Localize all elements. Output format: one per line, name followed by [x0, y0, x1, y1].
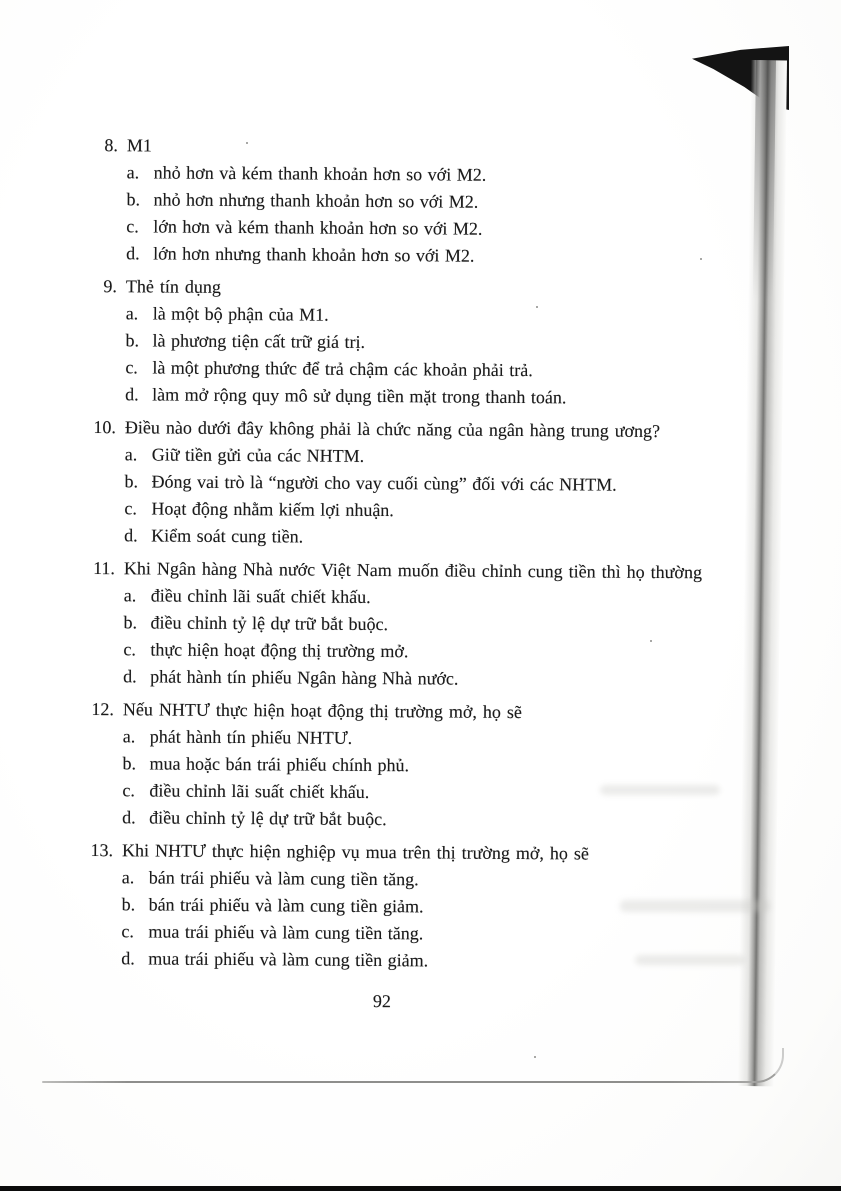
scan-speck: [246, 142, 248, 144]
option-row: [124, 522, 757, 553]
option-text: điều chỉnh lãi suất chiết khấu.: [150, 585, 371, 607]
question-8: [87, 132, 760, 272]
option-text: nhỏ hơn nhưng thanh khoản hơn so với M2.: [153, 189, 479, 212]
option-letter: b.: [122, 753, 137, 774]
page-edge-top-shadow: [753, 60, 776, 300]
question-text: Thẻ tín dụng: [125, 276, 221, 297]
page-text-block: [82, 132, 760, 1018]
option-letter: b.: [124, 471, 139, 492]
ink-bleed-smudge: [600, 785, 720, 795]
option-letter: a.: [122, 726, 136, 747]
question-text: Khi NHTƯ thực hiện nghiệp vụ mua trên thị trường mở, họ sẽ: [121, 840, 589, 864]
option-row: [126, 240, 759, 271]
option-text: điều chỉnh tỷ lệ dự trữ bắt buộc.: [149, 807, 387, 830]
question-10: [85, 414, 758, 554]
question-number: 10.: [93, 417, 117, 438]
question-number: 8.: [104, 135, 118, 156]
question-text: Nếu NHTƯ thực hiện hoạt động thị trường mở, họ sẽ: [122, 699, 522, 723]
option-text: mua trái phiếu và làm cung tiền tăng.: [148, 921, 424, 944]
ink-bleed-smudge: [620, 900, 770, 912]
question-number: 12.: [91, 699, 115, 720]
option-letter: c.: [121, 921, 134, 942]
option-letter: b.: [121, 894, 136, 915]
scan-speck: [534, 1056, 536, 1058]
scanner-edge-bar: [0, 1186, 841, 1191]
option-text: phát hành tín phiếu NHTƯ.: [149, 726, 353, 748]
option-letter: c.: [126, 216, 139, 237]
page-number: 92: [372, 991, 392, 1012]
question-11: [84, 555, 757, 695]
option-letter: a.: [121, 867, 135, 888]
question-12: [83, 696, 756, 836]
option-text: làm mở rộng quy mô sử dụng tiền mặt trong thanh toán.: [152, 384, 567, 408]
option-text: thực hiện hoạt động thị trường mở.: [150, 639, 409, 662]
option-text: Kiểm soát cung tiền.: [151, 525, 304, 547]
option-letter: d.: [126, 243, 140, 264]
option-letter: c.: [124, 498, 137, 519]
option-letter: c.: [123, 639, 136, 660]
option-text: nhỏ hơn và kém thanh khoản hơn so với M2.: [153, 162, 487, 185]
page-bottom-corner-shadow: [740, 1048, 784, 1083]
option-text: mua trái phiếu và làm cung tiền giảm.: [148, 948, 429, 971]
scan-speck: [536, 306, 538, 308]
option-text: Đóng vai trò là “người cho vay cuối cùng” đối với các NHTM.: [151, 471, 617, 495]
option-letter: c.: [122, 780, 135, 801]
option-row: [125, 381, 758, 412]
page-bottom-edge-line: [42, 1081, 754, 1083]
option-letter: a.: [126, 162, 140, 183]
option-text: là một phương thức để trả chậm các khoản phải trả.: [152, 357, 533, 381]
option-text: mua hoặc bán trái phiếu chính phủ.: [149, 753, 410, 776]
option-letter: d.: [123, 666, 137, 687]
option-row: [123, 663, 756, 694]
question-number: 11.: [93, 558, 116, 579]
option-letter: a.: [123, 585, 137, 606]
question-number: 9.: [103, 276, 117, 297]
option-text: Giữ tiền gửi của các NHTM.: [151, 444, 365, 466]
option-letter: d.: [124, 525, 138, 546]
option-letter: d.: [121, 948, 135, 969]
option-row: [122, 804, 755, 835]
option-text: lớn hơn nhưng thanh khoản hơn so với M2.: [153, 243, 475, 266]
option-text: điều chỉnh tỷ lệ dự trữ bắt buộc.: [150, 612, 389, 635]
option-text: là phương tiện cất trữ giá trị.: [152, 330, 366, 352]
option-text: bán trái phiếu và làm cung tiền giảm.: [148, 894, 424, 917]
ink-bleed-smudge: [635, 955, 745, 965]
option-text: Hoạt động nhằm kiếm lợi nhuận.: [151, 498, 394, 521]
option-text: là một bộ phận của M1.: [152, 303, 329, 325]
option-text: phát hành tín phiếu Ngân hàng Nhà nước.: [150, 666, 459, 689]
option-letter: b.: [125, 330, 140, 351]
question-number: 13.: [90, 840, 114, 861]
scan-speck: [650, 640, 652, 642]
question-text: Điều nào dưới đây không phải là chức năng của ngân hàng trung ương?: [124, 417, 661, 442]
question-text: Khi Ngân hàng Nhà nước Việt Nam muốn điều chỉnh cung tiền thì họ thường: [123, 558, 703, 583]
option-letter: a.: [125, 303, 139, 324]
question-text: M1: [126, 135, 152, 156]
option-letter: a.: [124, 444, 138, 465]
option-text: bán trái phiếu và làm cung tiền tăng.: [148, 867, 419, 890]
option-text: điều chỉnh lãi suất chiết khấu.: [149, 780, 370, 802]
option-text: lớn hơn và kém thanh khoản hơn so với M2.: [153, 216, 483, 239]
option-letter: d.: [122, 807, 136, 828]
option-letter: b.: [123, 612, 138, 633]
option-letter: d.: [125, 384, 139, 405]
option-letter: b.: [126, 189, 141, 210]
question-9: [86, 273, 759, 413]
option-letter: c.: [125, 357, 138, 378]
scan-speck: [700, 258, 702, 260]
